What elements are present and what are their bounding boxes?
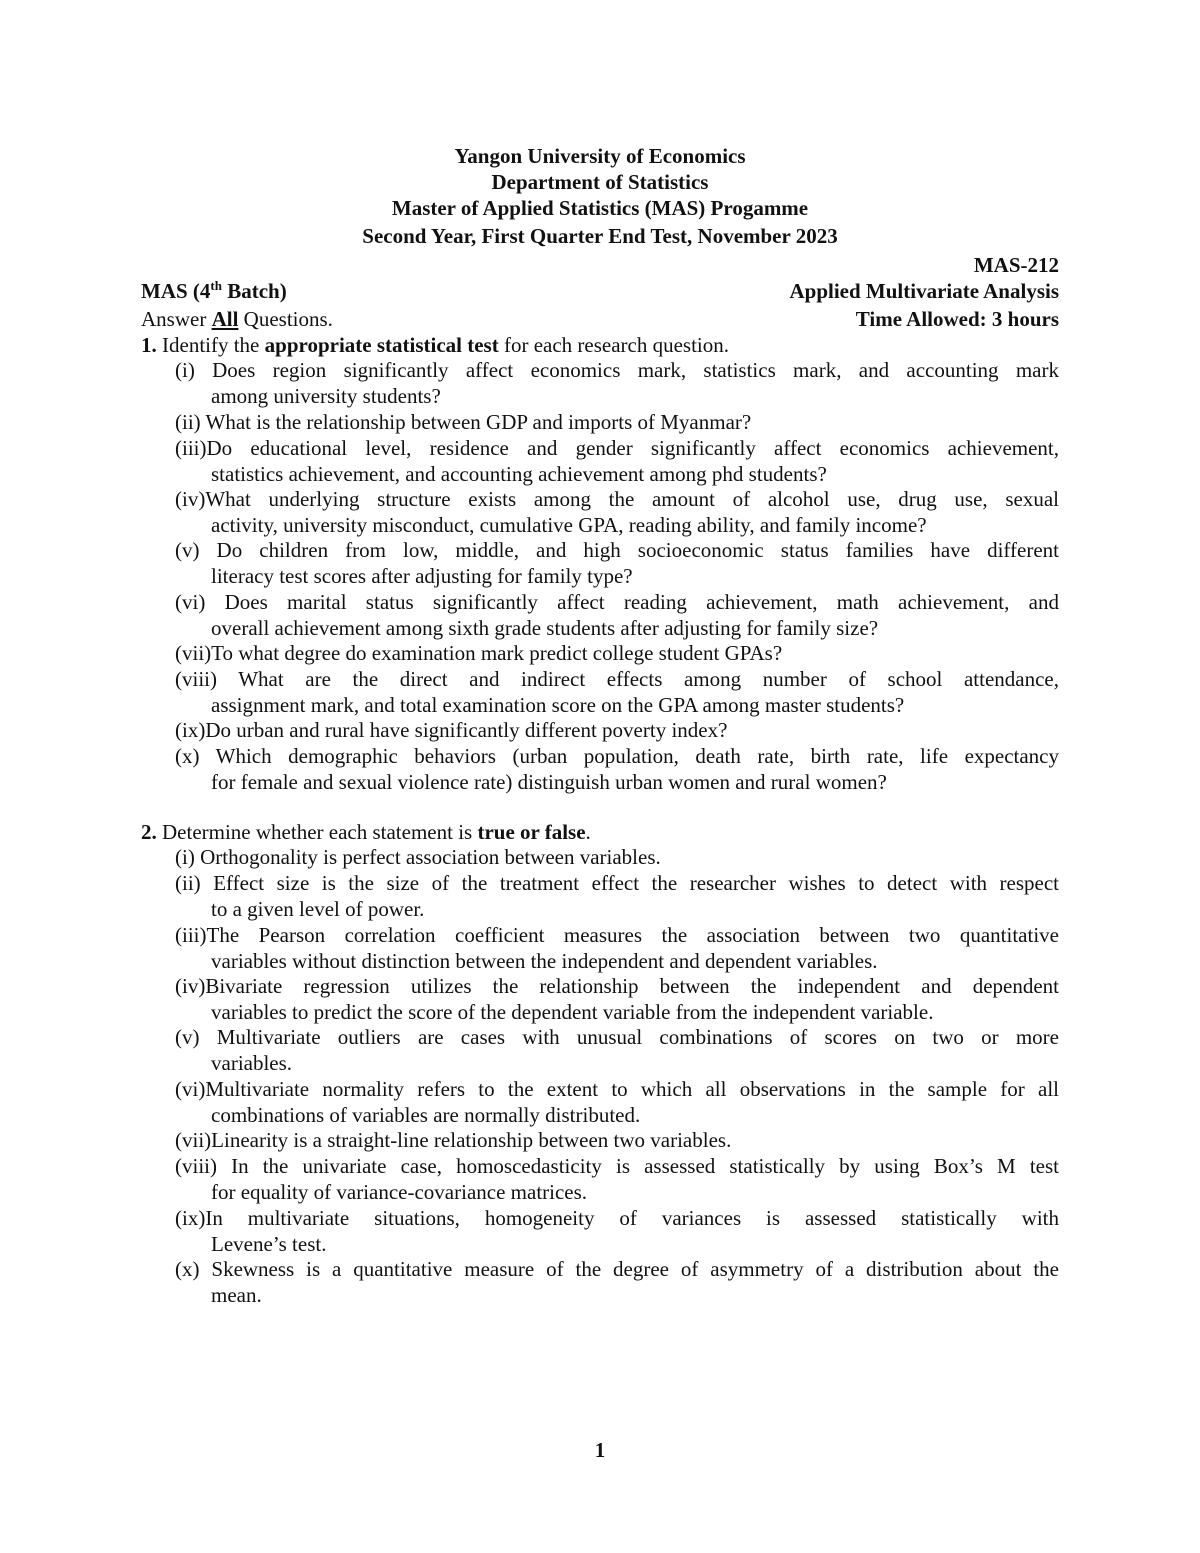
question-item [175, 487, 1059, 538]
item-continuation: assignment mark, and total examination score on the GPA among master students? [211, 692, 905, 717]
item-first-line [175, 1206, 1059, 1232]
item-text: Linearity is a straight-line relationship between two variables. [211, 1128, 732, 1152]
item-text: Does region significantly affect economics mark, statistics mark, and accounting mark [212, 358, 1059, 382]
question-item [175, 358, 1059, 409]
test-title: Second Year, First Quarter End Test, November 2023 [362, 224, 838, 248]
item-text: What are the direct and indirect effects among number of school attendance, [238, 667, 1059, 691]
item-number: (iv) [175, 487, 206, 511]
question-item [175, 1077, 1059, 1128]
item-first-line [175, 590, 1059, 616]
item-text: Do educational level, residence and gender significantly affect economics achievement, [206, 436, 1059, 460]
item-text: In multivariate situations, homogeneity of variances is assessed statistically with [205, 1206, 1059, 1230]
question-item [175, 845, 1059, 871]
question-item [175, 923, 1059, 974]
item-text: Skewness is a quantitative measure of the degree of asymmetry of a distribution about the [211, 1257, 1059, 1281]
item-first-line [175, 1257, 1059, 1283]
item-first-line [175, 1154, 1059, 1180]
item-number: (ix) [175, 1206, 206, 1230]
item-first-line [175, 410, 1059, 436]
item-first-line [175, 641, 1059, 667]
item-number: (x) [175, 1257, 212, 1281]
question-item [175, 436, 1059, 487]
question-item [175, 974, 1059, 1025]
item-number: (ii) [175, 410, 206, 434]
item-first-line [175, 974, 1059, 1000]
question-item [175, 641, 1059, 667]
programme-name: Master of Applied Statistics (MAS) Progamme [391, 196, 809, 220]
item-text: Do children from low, middle, and high socioeconomic status families have different [216, 538, 1059, 562]
item-number: (vi) [175, 590, 225, 614]
item-text: Do urban and rural have significantly different poverty index? [205, 718, 728, 742]
instruction-row [141, 306, 1059, 332]
item-continuation: variables to predict the score of the dependent variable from the independent variable. [211, 999, 934, 1024]
question-item [175, 410, 1059, 436]
question-item [175, 1025, 1059, 1076]
item-text: Bivariate regression utilizes the relationship between the independent and dependent [205, 974, 1059, 998]
item-number: (vii) [175, 1128, 212, 1152]
item-number: (ii) [175, 871, 214, 895]
item-text: Which demographic behaviors (urban population, death rate, birth rate, life expectancy [215, 744, 1060, 768]
item-first-line [175, 845, 1059, 871]
university-name: Yangon University of Economics [454, 144, 746, 168]
item-number: (v) [175, 1025, 217, 1049]
instruction: Answer All Questions. [141, 307, 333, 331]
item-first-line [175, 871, 1059, 897]
question-item [175, 1206, 1059, 1257]
item-number: (viii) [175, 1154, 232, 1178]
question-item [175, 1128, 1059, 1154]
batch-course-row [141, 278, 1059, 304]
item-number: (viii) [175, 667, 239, 691]
question-item [175, 590, 1059, 641]
item-continuation: overall achievement among sixth grade students after adjusting for family size? [211, 615, 879, 640]
batch-label: MAS (4th Batch) [141, 278, 287, 303]
item-text: Orthogonality is perfect association between variables. [200, 845, 661, 869]
item-continuation: to a given level of power. [211, 896, 425, 921]
item-first-line [175, 1128, 1059, 1154]
item-text: To what degree do examination mark predict college student GPAs? [211, 641, 783, 665]
item-continuation: mean. [211, 1282, 262, 1307]
item-number: (i) [175, 845, 201, 869]
question-item [175, 667, 1059, 718]
question-1-heading: 1. Identify the appropriate statistical test for each research question. [141, 333, 730, 357]
item-text: Multivariate outliers are cases with unusual combinations of scores on two or more [216, 1025, 1059, 1049]
item-continuation: literacy test scores after adjusting for family type? [211, 563, 633, 588]
item-continuation: among university students? [211, 383, 441, 408]
item-first-line [175, 667, 1059, 693]
item-continuation: combinations of variables are normally distributed. [211, 1102, 641, 1127]
item-continuation: variables. [211, 1050, 293, 1075]
question-2-heading: 2. Determine whether each statement is true or false. [141, 820, 591, 844]
item-text: The Pearson correlation coefficient measures the association between two quantitative [206, 923, 1059, 947]
time-allowed: Time Allowed: 3 hours [855, 307, 1059, 331]
question-item [175, 744, 1059, 795]
question-item [175, 1154, 1059, 1205]
item-first-line [175, 487, 1059, 513]
question-item [175, 718, 1059, 744]
item-continuation: for female and sexual violence rate) distinguish urban women and rural women? [211, 769, 887, 794]
item-first-line [175, 1077, 1059, 1103]
item-continuation: for equality of variance-covariance matrices. [211, 1179, 588, 1204]
course-title: Applied Multivariate Analysis [789, 279, 1059, 303]
item-first-line [175, 436, 1059, 462]
question-item [175, 1257, 1059, 1308]
item-text: What is the relationship between GDP and imports of Myanmar? [205, 410, 752, 434]
item-first-line [175, 358, 1059, 384]
item-number: (iii) [175, 436, 207, 460]
item-text: Effect size is the size of the treatment effect the researcher wishes to detect with respect [213, 871, 1060, 895]
item-text: What underlying structure exists among the amount of alcohol use, drug use, sexual [205, 487, 1059, 511]
question-item [175, 871, 1059, 922]
question-item [175, 538, 1059, 589]
course-code: MAS-212 [973, 253, 1059, 277]
item-number: (ix) [175, 718, 206, 742]
page-number: 1 [594, 1438, 606, 1462]
item-number: (v) [175, 538, 217, 562]
item-text: Does marital status significantly affect reading achievement, math achievement, and [224, 590, 1059, 614]
item-number: (vi) [175, 1077, 206, 1101]
item-number: (i) [175, 358, 213, 382]
item-number: (x) [175, 744, 216, 768]
item-continuation: activity, university misconduct, cumulative GPA, reading ability, and family income? [211, 512, 927, 537]
item-continuation: statistics achievement, and accounting achievement among phd students? [211, 461, 827, 486]
item-text: In the univariate case, homoscedasticity is assessed statistically by using Box’s M test [231, 1154, 1059, 1178]
item-first-line [175, 923, 1059, 949]
item-continuation: variables without distinction between the independent and dependent variables. [211, 948, 878, 973]
item-first-line [175, 1025, 1059, 1051]
item-number: (iv) [175, 974, 206, 998]
item-number: (vii) [175, 641, 212, 665]
item-first-line [175, 538, 1059, 564]
department-name: Department of Statistics [491, 170, 709, 194]
item-text: Multivariate normality refers to the extent to which all observations in the sample for all [205, 1077, 1059, 1101]
item-first-line [175, 744, 1059, 770]
item-first-line [175, 718, 1059, 744]
item-continuation: Levene’s test. [211, 1231, 327, 1256]
item-number: (iii) [175, 923, 207, 947]
